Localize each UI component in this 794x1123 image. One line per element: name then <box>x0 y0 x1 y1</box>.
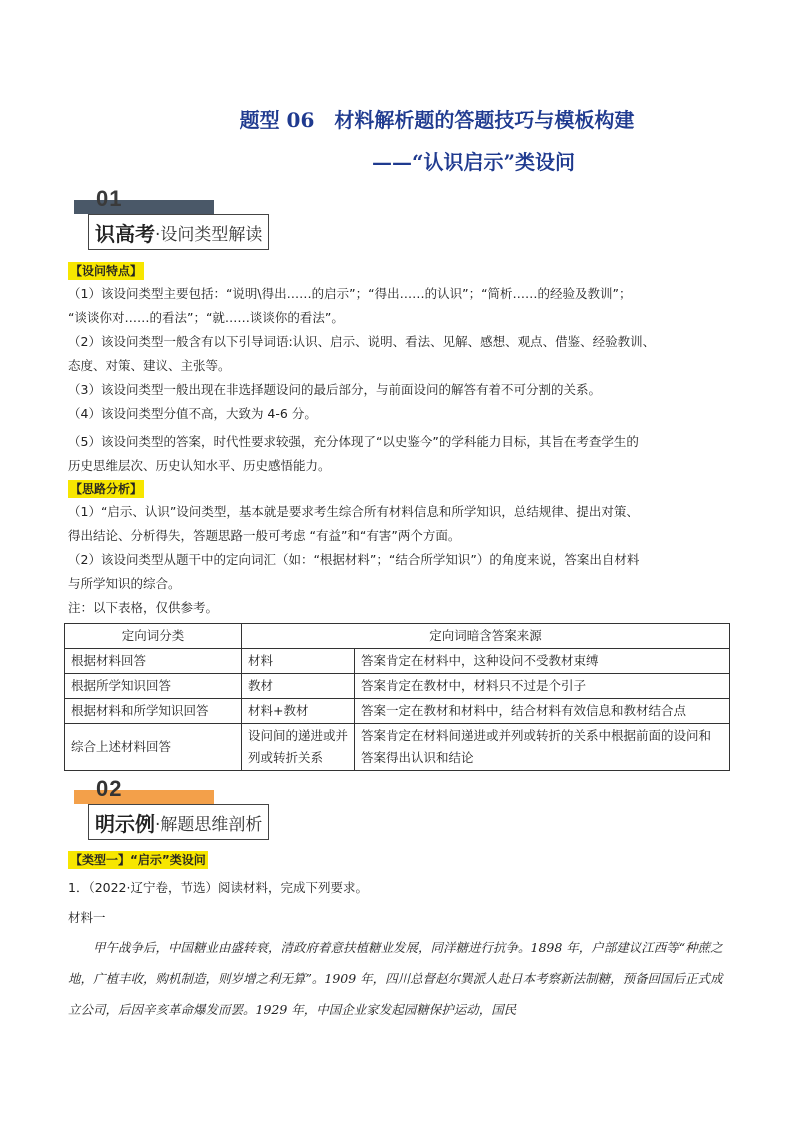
features-line: （2）该设问类型一般含有以下引导词语:认识、启示、说明、看法、见解、感想、观点、借鉴、经验教训、 <box>68 334 656 349</box>
section-band <box>74 790 214 804</box>
table-cell: 综合上述材料回答 <box>65 724 242 771</box>
section-header-1 <box>74 186 314 250</box>
table-header-row <box>65 624 730 649</box>
features-line: （5）该设问类型的答案，时代性要求较强，充分体现了“以史鉴今”的学科能力目标，其旨在考查学生的 <box>68 434 639 449</box>
analysis-line: 与所学知识的综合。 <box>68 576 181 591</box>
tag-analysis: 【思路分析】 <box>70 482 143 496</box>
analysis-line: （2）该设问类型从题干中的定向词汇（如：“根据材料”；“结合所学知识”）的角度来说，答案出自材料 <box>68 552 640 567</box>
table-cell: 根据材料和所学知识回答 <box>65 699 242 724</box>
features-line: （1）该设问类型主要包括：“说明\得出……的启示”；“得出……的认识”；“简析……的经验及教训”； <box>68 286 632 301</box>
features-line: （3）该设问类型一般出现在非选择题设问的最后部分，与前面设问的解答有着不可分割的关系。 <box>68 382 601 397</box>
section-header-2 <box>74 776 314 840</box>
section-band <box>74 200 214 214</box>
tag-type-one: 【类型一】“启示”类设问 <box>70 853 206 867</box>
analysis-line: （1）“启示、认识”设问类型，基本就是要求考生综合所有材料信息和所学知识，总结规律、提出对策、 <box>68 504 639 519</box>
table-cell: 答案一定在教材和材料中，结合材料有效信息和教材结合点 <box>355 699 730 724</box>
table-row <box>65 724 730 771</box>
table-cell: 答案肯定在材料间递进或并列或转折的关系中根据前面的设问和答案得出认识和结论 <box>355 724 730 771</box>
section-title-box <box>88 214 269 250</box>
material-text: 甲午战争后，中国糖业由盛转衰，清政府着意扶植糖业发展，同洋糖进行抗争。1898 年，户部建议江西等“种蔗之地，广植丰收，购机制造，则岁增之利无算”。1909 年，四川总督赵尔巽派人赴日本考察新法制糖，预备回国后正式成立公司，后因辛亥革命爆发而罢。1929 年，中国企业家发起园糖保护运动，国民 <box>68 940 723 1017</box>
table-cell: 材料 <box>242 649 355 674</box>
features-block <box>68 282 728 478</box>
section-title-main: 明示例 <box>95 811 155 836</box>
table-cell: 教材 <box>242 674 355 699</box>
analysis-block <box>68 500 728 620</box>
table-cell: 根据所学知识回答 <box>65 674 242 699</box>
features-line: 历史思维层次、历史认知水平、历史感悟能力。 <box>68 458 331 473</box>
features-line: “谈谈你对……的看法”；“就……谈谈你的看法”。 <box>68 310 344 325</box>
section-number: 01 <box>96 186 123 211</box>
analysis-line: 得出结论、分析得失，答题思路一般可考虑 “有益”和“有害”两个方面。 <box>68 528 461 543</box>
section-number: 02 <box>96 776 123 801</box>
table-header-cell: 定向词分类 <box>65 624 242 649</box>
material-label: 材料一 <box>68 910 106 925</box>
analysis-line: 注：以下表格，仅供参考。 <box>68 600 219 615</box>
document-title: 题型 06 材料解析题的答题技巧与模板构建 <box>239 108 635 132</box>
table-cell: 设问间的递进或并列或转折关系 <box>242 724 355 771</box>
section-title-sub: ·解题思维剖析 <box>155 814 263 835</box>
table-row <box>65 649 730 674</box>
table-row <box>65 674 730 699</box>
table-cell: 答案肯定在教材中，材料只不过是个引子 <box>355 674 730 699</box>
section-title-box <box>88 804 269 840</box>
tag-features: 【设问特点】 <box>70 264 143 278</box>
table-cell: 材料+教材 <box>242 699 355 724</box>
features-line: 态度、对策、建议、主张等。 <box>68 358 231 373</box>
table-header-cell: 定向词暗含答案来源 <box>242 624 730 649</box>
table-row <box>65 699 730 724</box>
features-line: （4）该设问类型分值不高，大致为 4-6 分。 <box>68 406 317 421</box>
reference-table <box>64 623 730 771</box>
table-cell: 根据材料回答 <box>65 649 242 674</box>
question-stem: 1．（2022·辽宁卷，节选）阅读材料，完成下列要求。 <box>68 880 368 895</box>
section-title-main: 识高考 <box>95 221 155 246</box>
section-title-sub: ·设问类型解读 <box>155 224 263 245</box>
table-cell: 答案肯定在材料中，这种设问不受教材束缚 <box>355 649 730 674</box>
document-subtitle: ——“认识启示”类设问 <box>372 150 576 174</box>
